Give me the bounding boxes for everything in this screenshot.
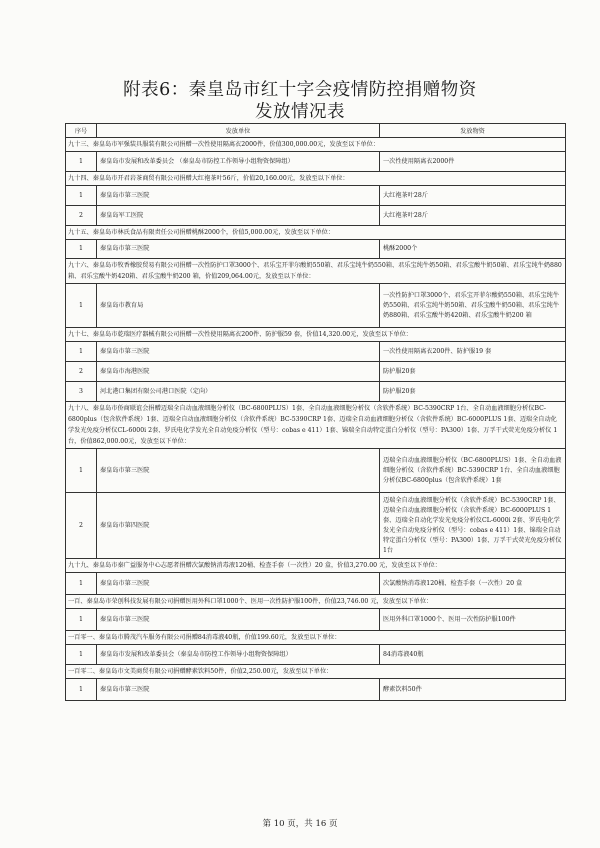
section-heading: 九十三、秦皇岛市军强装具服装有限公司捐赠一次性使用隔离衣2000件，价值300,000.00元，发放至以下单位： xyxy=(66,138,566,152)
row-seq: 1 xyxy=(66,609,97,631)
section-heading-row xyxy=(66,402,566,449)
table-row xyxy=(66,152,566,172)
row-seq: 1 xyxy=(66,573,97,595)
row-unit: 秦皇岛市第三医院 xyxy=(97,679,380,701)
table-row xyxy=(66,362,566,382)
section-heading-row xyxy=(66,138,566,152)
row-unit: 河北港口集团有限公司港口医院（定向） xyxy=(97,382,380,402)
row-unit: 秦皇岛市发展和改革委员会 （秦皇岛市防控工作领导小组物资保障组） xyxy=(97,152,380,172)
row-unit: 秦皇岛军工医院 xyxy=(97,206,380,226)
section-heading-row xyxy=(66,559,566,573)
section-heading-row xyxy=(66,631,566,645)
row-goods: 一次性使用隔离衣200件、防护服19 套 xyxy=(380,342,566,362)
section-heading: 一百、秦皇岛市荣创科技发展有限公司捐赠医用外科口罩1000个、医用一次性防护服100件，价值23,746.00 元，发放至以下单位： xyxy=(66,595,566,609)
section-heading-row xyxy=(66,328,566,342)
section-heading: 九十八、秦皇岛市侨商联谊会捐赠迈瑞全自动血液细胞分析仪（BC-6800PLUS）1套、全自动血液细胞分析仪（含软件系统）BC-5390CRP 1台、全自动血液细胞分析仪BC-6800plus（包含软件系统）1套、迈瑞全自动血液细胞分析仪（含软件系统）BC-5390CRP 1套、迈瑞全自动血液细胞分析仪（含软件系统）BC-6000PLUS 1套、迈瑞全自动化学发光免疫分析仪CL-6000i 2套、罗氏电化学发光全自动免疫分析仪（型号：cobas e 411）1套、锦瑞全自动特定蛋白分析仪（型号：PA300）1套、万孚干式荧光免疫分析仪 1台，价值862,000.00元，发放至以下单位： xyxy=(66,402,566,449)
row-unit: 秦皇岛市海港医院 xyxy=(97,362,380,382)
row-goods: 防护服20套 xyxy=(380,362,566,382)
row-seq: 2 xyxy=(66,362,97,382)
row-unit: 秦皇岛市第三医院 xyxy=(97,240,380,259)
row-seq: 1 xyxy=(66,342,97,362)
row-seq: 1 xyxy=(66,645,97,665)
row-goods: 防护服20套 xyxy=(380,382,566,402)
row-seq: 1 xyxy=(66,152,97,172)
section-heading: 九十七、秦皇岛市乾瑞医疗器械有限公司捐赠一次性使用隔离衣200件、防护服59 套，价值14,320.00元，发放至以下单位： xyxy=(66,328,566,342)
section-heading: 九十五、秦皇岛市林氏食品有限责任公司捐赠桃酥2000个，价值5,000.00元，发放至以下单位： xyxy=(66,226,566,240)
row-goods: 迈瑞全自动血液细胞分析仪（含软件系统）BC-5390CRP 1套、迈瑞全自动血液细胞分析仪（含软件系统）BC-6000PLUS 1套、迈瑞全自动化学发光免疫分析仪CL-6000i 2套、罗氏电化学发光全自动免疫分析仪（型号：cobas e 411）1套、锦瑞全自动特定蛋白分析仪（型号：PA300）1套、万孚干式荧光免疫分析仪 1台 xyxy=(380,493,566,559)
row-goods: 桃酥2000个 xyxy=(380,240,566,259)
row-goods: 迈瑞全自动血液细胞分析仪（BC-6800PLUS）1套、全自动血液细胞分析仪（含软件系统）BC-5390CRP 1台、全自动血液细胞分析仪BC-6800plus（包含软件系统）1套 xyxy=(380,449,566,493)
row-seq: 2 xyxy=(66,206,97,226)
table-row xyxy=(66,206,566,226)
table-row xyxy=(66,573,566,595)
page-title-line2: 发放情况表 xyxy=(255,102,345,122)
table-row xyxy=(66,382,566,402)
table-row xyxy=(66,186,566,206)
row-goods: 一次性使用隔离衣2000件 xyxy=(380,152,566,172)
row-goods: 一次性防护口罩3000个、君乐宝开菲尔酸奶550箱、君乐宝纯牛奶550箱、君乐宝纯牛奶50箱、君乐宝酸牛奶50箱、君乐宝纯牛奶880箱、君乐宝酸牛奶420箱、君乐宝酸牛奶200 箱 xyxy=(380,284,566,328)
header-seq: 序号 xyxy=(66,124,97,138)
table-row xyxy=(66,240,566,259)
section-heading-row xyxy=(66,226,566,240)
row-unit: 秦皇岛市第三医院 xyxy=(97,186,380,206)
header-unit: 发放单位 xyxy=(97,124,380,138)
row-goods: 大红袍茶叶28斤 xyxy=(380,206,566,226)
table-row xyxy=(66,493,566,559)
row-goods: 大红袍茶叶28斤 xyxy=(380,186,566,206)
section-heading-row xyxy=(66,595,566,609)
section-heading: 一百零一、秦皇岛市腾茂汽车服务有限公司捐赠84消毒液40瓶，价值199.60元，发放至以下单位： xyxy=(66,631,566,645)
table-row xyxy=(66,342,566,362)
row-unit: 秦皇岛市第三医院 xyxy=(97,609,380,631)
row-seq: 1 xyxy=(66,679,97,701)
row-unit: 秦皇岛市第四医院 xyxy=(97,493,380,559)
row-unit: 秦皇岛市教育局 xyxy=(97,284,380,328)
table-row xyxy=(66,284,566,328)
row-goods: 医用外科口罩1000个、医用一次性防护服100件 xyxy=(380,609,566,631)
row-unit: 秦皇岛市第三医院 xyxy=(97,342,380,362)
section-heading-row xyxy=(66,665,566,679)
table-row xyxy=(66,679,566,701)
section-heading: 一百零二、秦皇岛市文美商贸有限公司捐赠酵素饮料50件，价值2,250.00元，发放至以下单位： xyxy=(66,665,566,679)
row-unit: 秦皇岛市发展和改革委员会（秦皇岛市防控工作领导小组物资保障组） xyxy=(97,645,380,665)
section-heading: 九十四、秦皇岛市开君岩茶商贸有限公司捐赠大红袍茶叶56斤，价值20,160.00元，发放至以下单位： xyxy=(66,172,566,186)
section-heading: 九十九、秦皇岛市秦广益服务中心志愿者捐赠次氯酸钠消毒液120桶、检查手套（一次性）20 盒，价值3,270.00 元，发放至以下单位： xyxy=(66,559,566,573)
row-goods: 酵素饮料50件 xyxy=(380,679,566,701)
row-goods: 次氯酸钠消毒液120桶、检查手套（一次性）20 盒 xyxy=(380,573,566,595)
distribution-table xyxy=(65,123,566,701)
page-title-line1: 附表6：秦皇岛市红十字会疫情防控捐赠物资 xyxy=(123,80,477,100)
row-seq: 1 xyxy=(66,186,97,206)
table-row xyxy=(66,609,566,631)
section-heading-row xyxy=(66,172,566,186)
row-seq: 2 xyxy=(66,493,97,559)
table-row xyxy=(66,449,566,493)
page-number: 第 10 页，共 16 页 xyxy=(262,819,338,829)
header-goods: 发放物资 xyxy=(380,124,566,138)
row-unit: 秦皇岛市第三医院 xyxy=(97,449,380,493)
row-seq: 3 xyxy=(66,382,97,402)
row-seq: 1 xyxy=(66,240,97,259)
row-seq: 1 xyxy=(66,284,97,328)
row-seq: 1 xyxy=(66,449,97,493)
section-heading: 九十六、秦皇岛市牧香橡胶贸易有限公司捐赠一次性防护口罩3000个、君乐宝开菲尔酸奶550箱、君乐宝纯牛奶550箱、君乐宝纯牛奶50箱、君乐宝酸牛奶50箱、君乐宝纯牛奶880箱、君乐宝酸牛奶420箱、君乐宝酸牛奶200 箱，价值209,064.00元，发放至以下单位： xyxy=(66,259,566,284)
table-row xyxy=(66,645,566,665)
row-goods: 84消毒液40瓶 xyxy=(380,645,566,665)
section-heading-row xyxy=(66,259,566,284)
table-header-row xyxy=(66,124,566,138)
row-unit: 秦皇岛市第三医院 xyxy=(97,573,380,595)
